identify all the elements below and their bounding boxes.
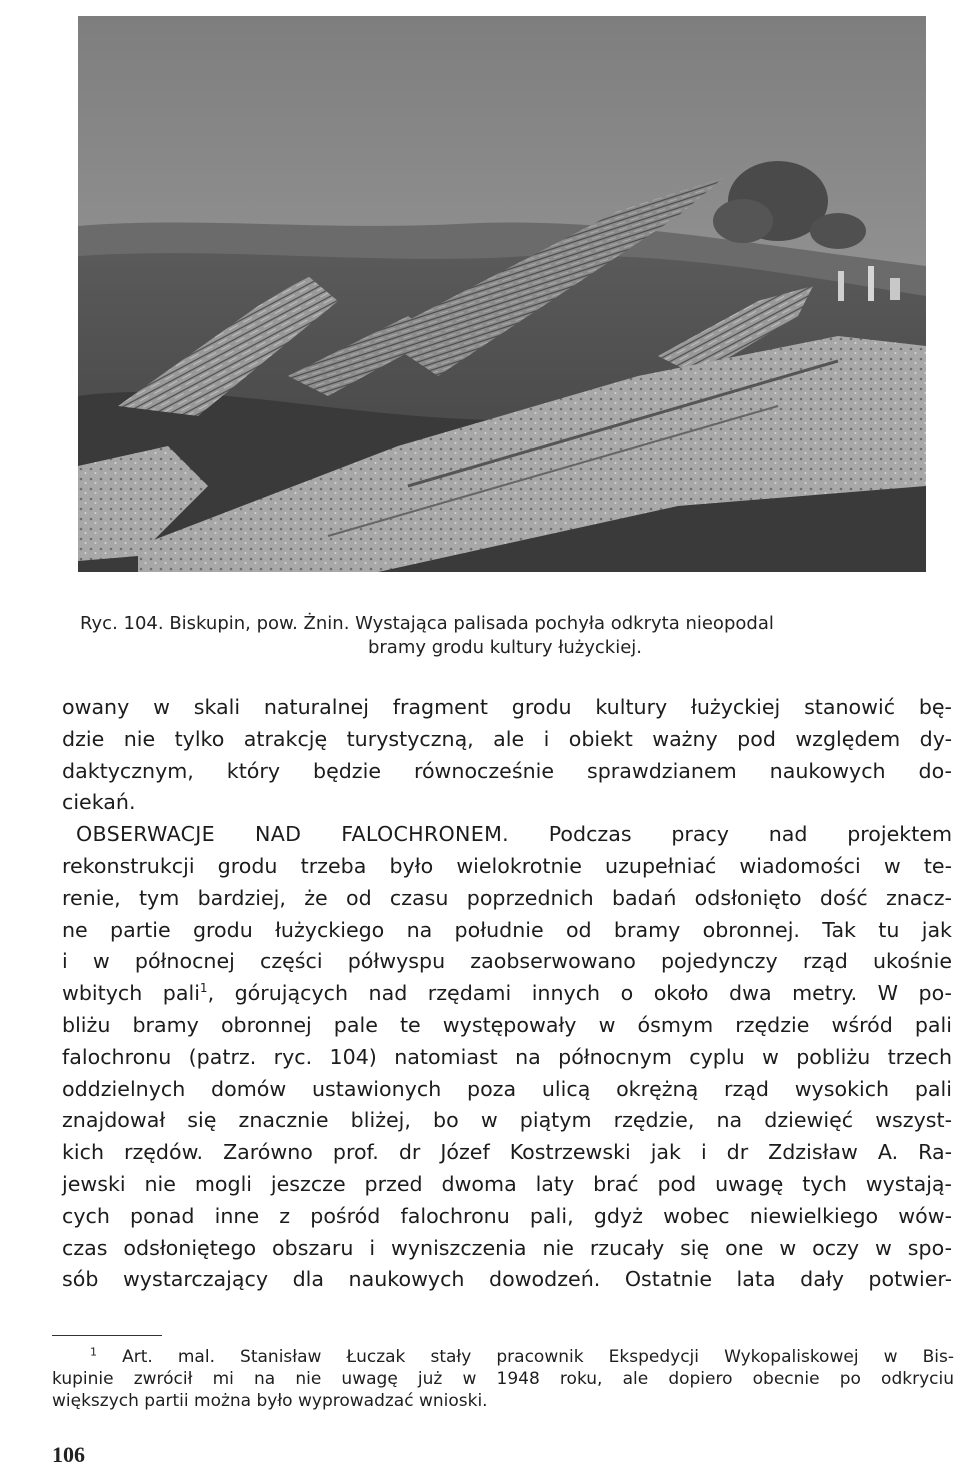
- palisade-photo-drawing: [78, 16, 926, 572]
- body-line: Podczas pracy nad projektem: [548, 822, 953, 847]
- body-line-with-footnote: [62, 978, 952, 1010]
- body-line: owany w skali naturalnej fragment grodu kultury łużyckiej stanowić bę-: [62, 695, 952, 719]
- caption-line-1: Ryc. 104. Biskupin, pow. Żnin. Wystająca palisada pochyła odkryta nieopodal: [80, 613, 774, 634]
- footnote-divider: [52, 1335, 162, 1336]
- page-number: 106: [52, 1442, 85, 1467]
- caption-line-2: bramy grodu kultury łużyckiej.: [367, 637, 643, 658]
- section-first-line: [62, 819, 952, 851]
- body-line: znajdował się znacznie bliżej, bo w piątym rzędzie, na dziewięć wszyst-: [62, 1108, 952, 1133]
- footnote-text: Art. mal. Stanisław Łuczak stały pracownik Ekspedycji Wykopaliskowej w Bis-: [122, 1347, 954, 1367]
- footnote-line: kupinie zwrócił mi na nie uwagę już w 1948 roku, ale dopiero obecnie po odkryciu: [52, 1369, 954, 1389]
- body-line: bliżu bramy obronnej pale te występowały w ósmym rzędzie wśród pali: [62, 1012, 952, 1037]
- body-line-part: wbitych pali: [62, 981, 200, 1006]
- body-line: ne partie grodu łużyckiego na południe od bramy obronnej. Tak tu jak: [62, 917, 952, 942]
- body-text: [62, 692, 952, 1296]
- footnote: [52, 1346, 954, 1412]
- footnote-reference[interactable]: 1: [199, 981, 208, 996]
- footnote-line: [52, 1346, 954, 1368]
- footnote-line: większych partii można było wyprowadzać wnioski.: [52, 1391, 488, 1411]
- body-line: sób wystarczający dla naukowych dowodzeń. Ostatnie lata dały potwier-: [62, 1267, 952, 1292]
- section-heading: OBSERWACJE NAD FALOCHRONEM.: [76, 822, 509, 847]
- palisade-photo: [78, 16, 926, 572]
- footnote-marker: 1: [90, 1345, 97, 1359]
- body-line: renie, tym bardziej, że od czasu poprzednich badań odsłonięto dość znacz-: [62, 885, 952, 910]
- body-line: kich rzędów. Zarówno prof. dr Józef Kostrzewski jak i dr Zdzisław A. Ra-: [62, 1140, 952, 1165]
- body-line: daktycznym, który będzie równocześnie sprawdzianem naukowych do-: [62, 758, 952, 783]
- body-line: rekonstrukcji grodu trzeba było wielokrotnie uzupełniać wiadomości w te-: [62, 853, 952, 878]
- body-line-part: , górujących nad rzędami innych o około dwa metry. W po-: [207, 981, 952, 1006]
- body-line: czas odsłoniętego obszaru i wyniszczenia nie rzucały się one w oczy w spo-: [62, 1235, 952, 1260]
- body-line: cych ponad inne z pośród falochronu pali, gdyż wobec niewielkiego wów-: [62, 1203, 952, 1228]
- body-line: dzie nie tylko atrakcję turystyczną, ale i obiekt ważny pod względem dy-: [62, 726, 952, 751]
- body-line: ciekań.: [62, 790, 136, 815]
- body-line: i w północnej części półwyspu zaobserwowano pojedynczy rząd ukośnie: [62, 949, 952, 974]
- body-line: jewski nie mogli jeszcze przed dwoma laty brać pod uwagę tych wystają-: [62, 1171, 952, 1196]
- figure-caption: [80, 612, 930, 660]
- body-line: falochronu (patrz. ryc. 104) natomiast na północnym cyplu w pobliżu trzech: [62, 1044, 952, 1069]
- body-line: oddzielnych domów ustawionych poza ulicą okrężną rząd wysokich pali: [62, 1076, 952, 1101]
